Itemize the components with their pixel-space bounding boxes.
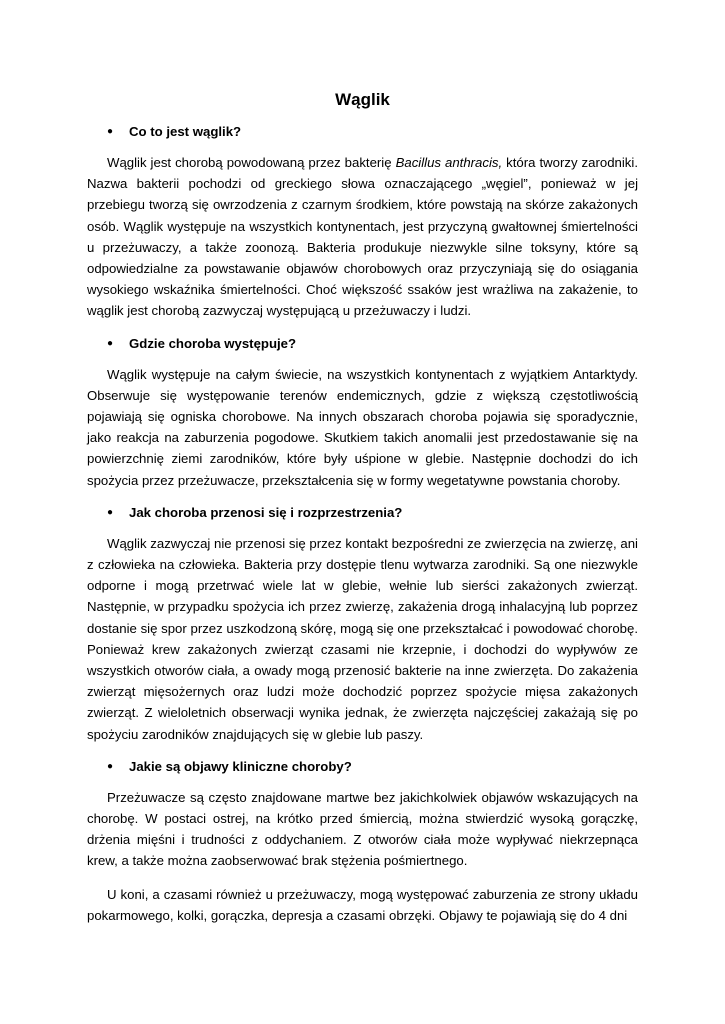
paragraph: Wąglik zazwyczaj nie przenosi się przez kontakt bezpośredni ze zwierzęcia na zwierzę, ani z człowieka na człowieka. Bakteria przy dostępie tlenu wytwarza zarodniki. Są one niezwykle odporne i mogą przetrwać wiele lat w glebie, wełnie lub sierści zakażonych zwierząt. Następnie, w przypadku spożycia ich przez zwierzę, zakażenia drogą inhalacyjną lub poprzez dostanie się spor przez uszkodzoną skórę, mogą się one przekształcać i powodować chorobę. Ponieważ krew zakażonych zwierząt czasami nie krzepnie, i dochodzi do wypływów ze wszystkich otworów ciała, a owady mogą przenosić bakterie na inne zwierzęta. Do zakażenia zwierząt mięsożernych oraz ludzi może dochodzić poprzez spożycie mięsa zakażonych zwierząt. Z wieloletnich obserwacji wynika jednak, że zwierzęta najczęściej zakażają się po spożyciu zarodników znajdujących się w glebie lub paszy.: [87, 535, 638, 742]
section-heading-what-is-anthrax: [87, 122, 638, 142]
section-heading-symptoms: [87, 757, 638, 777]
section-heading-transmission: [87, 503, 638, 523]
bullet-icon: ●: [107, 506, 114, 518]
document-title: Wąglik: [335, 90, 390, 109]
paragraph-text: Wąglik jest chorobą powodowaną przez bakterię: [107, 155, 396, 170]
paragraph: Wąglik występuje na całym świecie, na wszystkich kontynentach z wyjątkiem Antarktydy. Obserwuje się występowanie terenów endemicznych, gdzie z większą częstotliwością pojawiają się ogniska chorobowe. Na innych obszarach choroba pojawia się sporadycznie, jako reakcja na zaburzenia pogodowe. Skutkiem takich anomalii jest przedostawanie się na powierzchnię ziemi zarodników, które były uśpione w glebie. Następnie dochodzi do ich spożycia przez przeżuwacze, przekształcenia się w formy wegetatywne powstania choroby.: [87, 366, 638, 488]
bullet-icon: ●: [107, 126, 114, 137]
paragraph: U koni, a czasami również u przeżuwaczy, mogą występować zaburzenia ze strony układu pokarmowego, kolki, gorączka, depresja a czasami obrzęki. Objawy te pojawiają się do 4 dni: [87, 886, 638, 923]
section-heading-text: Jak choroba przenosi się i rozprzestrzenia?: [129, 504, 403, 520]
bullet-icon: ●: [107, 337, 114, 349]
paragraph: Przeżuwacze są często znajdowane martwe bez jakichkolwiek objawów wskazujących na chorobę. W postaci ostrej, na krótko przed śmiercią, można stwierdzić wysoką gorączkę, drżenia mięśni i trudności z oddychaniem. Z otworów ciała może wypływać niekrzepnąca krew, a także można zaobserwować brak stężenia pośmiertnego.: [87, 789, 638, 869]
paragraph: [87, 152, 638, 322]
bullet-icon: ●: [107, 760, 114, 772]
section-heading-where-occurs: [87, 334, 638, 354]
section-heading-text: Co to jest wąglik?: [129, 124, 242, 139]
section-heading-text: Gdzie choroba występuje?: [129, 335, 297, 351]
document-content: [87, 88, 638, 938]
species-name: Bacillus anthracis,: [395, 155, 503, 170]
paragraph-text: która tworzy zarodniki. Nazwa bakterii pochodzi od greckiego słowa oznaczającego „węgiel”, ponieważ w jej przebiegu tworzą się owrzodzenia z czarnym środkiem, które powstają na skórze zakażonych osób. Wąglik występuje na wszystkich kontynentach, jest przyczyną gwałtownej śmiertelności u przeżuwaczy, a także zoonozą. Bakteria produkuje niezwykle silne toksyny, które są odpowiedzialne za powstawanie objawów chorobowych oraz przyczyniają się do osiągania wysokiego wskaźnika śmiertelności. Choć większość ssaków jest wrażliwa na zakażenie, to wąglik jest chorobą zazwyczaj występującą u przeżuwaczy i ludzi.: [87, 155, 638, 319]
section-heading-text: Jakie są objawy kliniczne choroby?: [129, 758, 352, 774]
